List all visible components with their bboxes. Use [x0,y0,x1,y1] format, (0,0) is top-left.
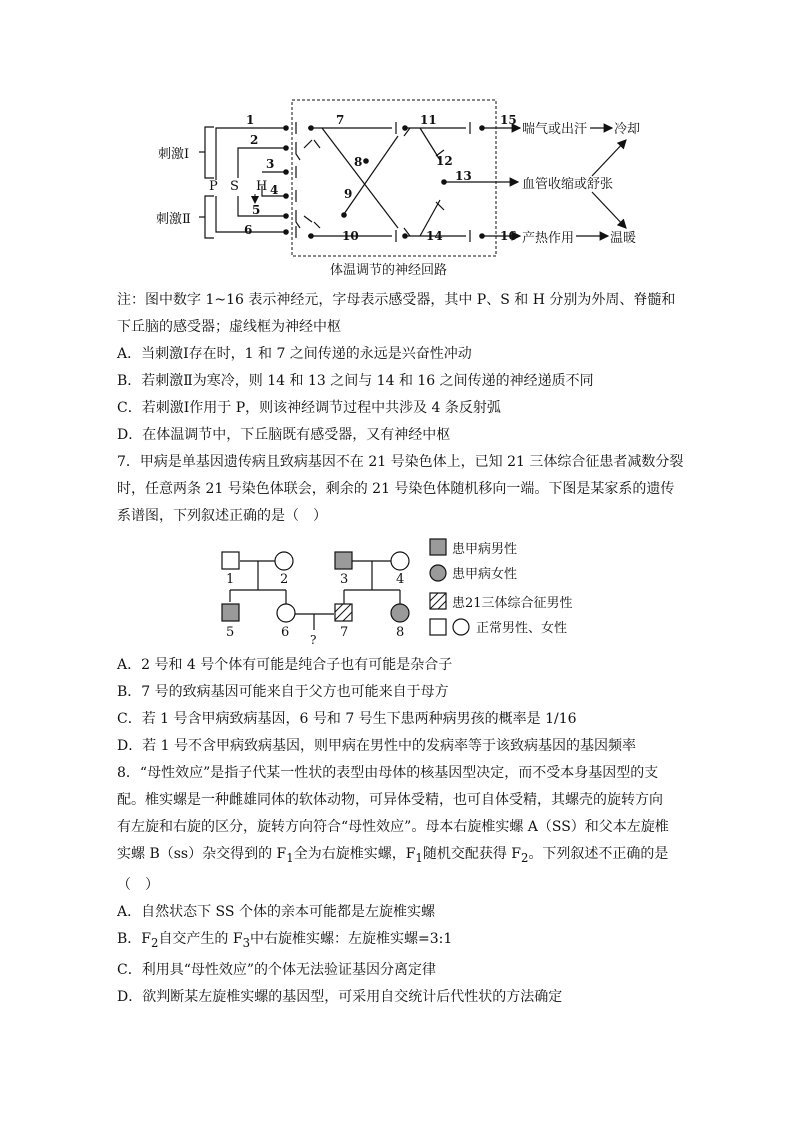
neuron-label-10: 10 [342,229,359,243]
neuron-label-4: 4 [270,183,279,197]
stimulus-1-label: 刺激Ⅰ [158,147,190,162]
diagram-caption: 体温调节的神经回路 [330,263,448,278]
effect-vessel: 血管收缩或舒张 [522,177,614,192]
q6-option-b: B．若刺激Ⅱ为寒冷，则 14 和 13 之间与 14 和 16 之间传递的神经递质不同 [117,373,594,389]
pedigree-label-4: 4 [396,572,405,587]
q8-stem-line-5: （ ） [117,876,159,893]
effect-breath-sweat: 喘气或出汗 [522,122,588,137]
pedigree-label-8: 8 [396,625,405,640]
pedigree-chart [210,535,600,650]
neuron-label-8: 8 [354,155,363,169]
neuron-label-1: 1 [246,113,255,127]
legend-affected-female: 患甲病女性 [452,567,518,582]
pedigree-individual-8 [391,604,409,622]
thermoregulation-neural-circuit-diagram [140,96,680,281]
pedigree-label-5: 5 [226,625,235,640]
pedigree-individual-1 [222,552,239,569]
q7-option-d: D．若 1 号不含甲病致病基因，则甲病在男性中的发病率等于该致病基因的基因频率 [117,738,637,754]
neuron-label-13: 13 [455,169,472,183]
neuron-label-15: 15 [500,113,517,127]
q8-option-d: D．欲判断某左旋椎实螺的基因型，可采用自交统计后代性状的方法确定 [117,988,563,1005]
neuron-label-3: 3 [266,157,275,171]
q8-option-a: A．自然状态下 SS 个体的亲本可能都是左旋椎实螺 [117,903,435,920]
q7-option-c: C．若 1 号含甲病致病基因，6 号和 7 号生下患两种病男孩的概率是 1/16 [117,711,577,727]
pedigree-label-1: 1 [226,572,235,587]
result-cool: 冷却 [614,122,641,137]
neuron-label-9: 9 [344,187,353,201]
result-warm: 温暖 [610,231,637,246]
q8-stem-line-3: 有左旋和右旋的区分，旋转方向符合“母性效应”。母本右旋椎实螺 A（SS）和父本左旋椎 [117,819,669,835]
neuron-label-16: 16 [500,229,517,243]
pedigree-label-7: 7 [340,625,349,640]
q8-option-b: B．$F_2$自交产生的 $F_3$中右旋椎实螺：左旋椎实螺=3:1 [117,930,453,950]
legend-trisomy-male-symbol [430,593,446,609]
pedigree-label-3: 3 [340,572,349,587]
pedigree-individual-6 [277,604,295,622]
neuron-label-12: 12 [436,154,453,168]
q8-stem-line-4: 实螺 B（ss）杂交得到的 $F_1$全为右旋椎实螺，$F_1$随机交配获得 $F_2$。下列叙述不正确的是 [117,846,669,865]
pedigree-individual-7 [335,604,352,621]
legend-normal-male-symbol [430,619,446,635]
q6-option-c: C．若刺激Ⅰ作用于 P，则该神经调节过程中共涉及 4 条反射弧 [117,400,501,416]
legend-affected-male-symbol [430,539,446,555]
neuron-label-11: 11 [420,113,437,127]
q7-stem-line-1: 7．甲病是单基因遗传病且致病基因不在 21 号染色体上，已知 21 三体综合征患者减数分裂 [117,454,684,470]
pedigree-individual-3 [335,552,352,569]
pedigree-question-mark: ? [310,633,317,647]
neuron-label-2: 2 [250,133,259,147]
q7-stem-line-3: 系谱图，下列叙述正确的是（ ） [117,508,327,524]
brace-stimulus-2 [205,196,214,238]
q7-stem-line-2: 时，任意两条 21 号染色体联会，剩余的 21 号染色体随机移向一端。下图是某家系的遗传 [117,481,675,497]
note-line-1: 注：图中数字 1~16 表示神经元，字母表示感受器，其中 P、S 和 H 分别为外周、脊髓和 [117,292,676,308]
q7-option-a: A．2 号和 4 号个体有可能是纯合子也有可能是杂合子 [117,657,453,673]
neuron-label-5: 5 [252,203,261,217]
receptor-H: H [256,179,268,194]
legend-affected-female-symbol [430,565,446,581]
pedigree-label-2: 2 [280,572,289,587]
q6-option-d: D．在体温调节中，下丘脑既有感受器，又有神经中枢 [117,427,451,443]
effect-heat: 产热作用 [522,231,575,246]
pedigree-individual-4 [391,552,409,570]
pedigree-individual-5 [222,604,239,621]
q6-option-a: A．当刺激Ⅰ存在时，1 和 7 之间传递的永远是兴奋性冲动 [117,346,472,362]
q8-option-c: C．利用具“母性效应”的个体无法验证基因分离定律 [117,961,437,978]
pedigree-individual-2 [275,552,293,570]
afferent-terminals [283,125,289,235]
pedigree-label-6: 6 [281,625,290,640]
receptor-P: P [209,179,218,194]
receptor-S: S [230,179,239,194]
legend-normal-female-symbol [453,619,469,635]
legend-affected-male: 患甲病男性 [452,542,518,557]
neuron-label-7: 7 [336,113,345,127]
note-line-2: 下丘脑的感受器；虚线框为神经中枢 [117,319,341,335]
stimulus-2-label: 刺激Ⅱ [156,212,191,227]
q8-stem-line-1: 8．“母性效应”是指子代某一性状的表型由母体的核基因型决定，而不受本身基因型的支 [117,765,659,781]
neuron-label-6: 6 [244,223,253,237]
brace-stimulus-1 [205,127,214,178]
legend-trisomy-male: 患21三体综合征男性 [452,596,573,611]
q7-option-b: B．7 号的致病基因可能来自于父方也可能来自于母方 [117,684,449,700]
neuron-label-14: 14 [426,229,443,243]
legend-normal: 正常男性、女性 [476,621,568,636]
q8-stem-line-2: 配。椎实螺是一种雌雄同体的软体动物，可异体受精，也可自体受精，其螺壳的旋转方向 [117,792,663,808]
